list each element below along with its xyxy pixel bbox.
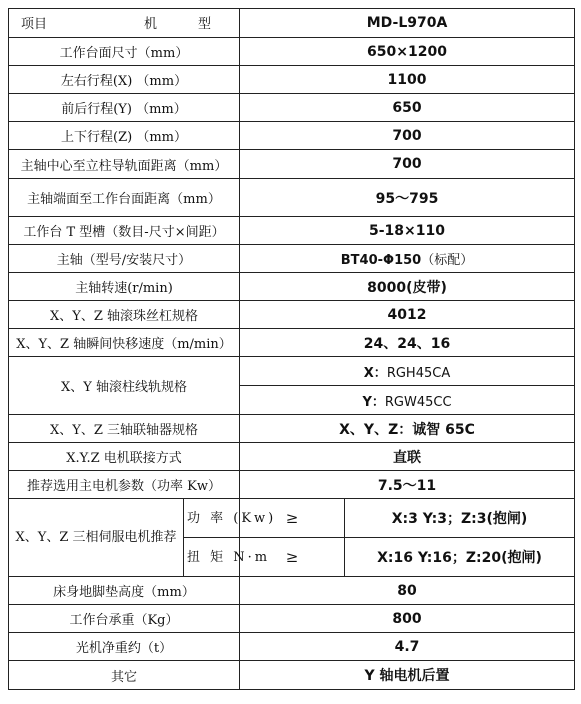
table-row (9, 329, 575, 357)
row-value: 5-18×110 (240, 217, 575, 245)
table-row (9, 179, 575, 217)
table-row (9, 415, 575, 443)
servo-power-value: X:3 Y:3；Z:3(抱闸) (345, 499, 575, 538)
row-value: 800 (240, 605, 575, 633)
servo-power-label: 功 率 (Kw) (184, 499, 240, 538)
table-row (9, 605, 575, 633)
row-value: 24、24、16 (240, 329, 575, 357)
linear-guide-y-prefix: Y： (362, 394, 385, 410)
row-value: 4.7 (240, 633, 575, 661)
row-value: Y 轴电机后置 (240, 661, 575, 690)
row-value: 7.5～11 (240, 471, 575, 499)
table-row (9, 471, 575, 499)
table-row (9, 301, 575, 329)
row-label: 工作台面尺寸（mm） (9, 38, 240, 66)
servo-torque-ge: ≥ (240, 538, 345, 577)
table-row (9, 38, 575, 66)
row-value: 8000(皮带) (240, 273, 575, 301)
row-value (240, 245, 575, 273)
table-row (9, 150, 575, 179)
linear-guide-y (240, 386, 575, 415)
linear-guide-y-value: RGW45CC (384, 394, 452, 410)
row-label: 主轴中心至立柱导轨面距离（mm） (9, 150, 240, 179)
table-row (9, 66, 575, 94)
row-value: 4012 (240, 301, 575, 329)
table-row (9, 245, 575, 273)
table-row (9, 443, 575, 471)
row-value: 1100 (240, 66, 575, 94)
table-row (9, 217, 575, 245)
servo-power-ge: ≥ (240, 499, 345, 538)
table-row (9, 661, 575, 690)
header-model-label: 机 型 (143, 17, 225, 32)
linear-guide-x-prefix: X： (363, 365, 387, 381)
row-value: 650×1200 (240, 38, 575, 66)
row-value: 80 (240, 577, 575, 605)
row-label: 床身地脚垫高度（mm） (9, 577, 240, 605)
row-value: 700 (240, 150, 575, 179)
spindle-note: （标配） (421, 253, 474, 268)
linear-guide-label: X、Y 轴滚柱线轨规格 (9, 357, 240, 415)
table-row (9, 633, 575, 661)
row-label: X、Y、Z 三轴联轴器规格 (9, 415, 240, 443)
servo-torque-value: X:16 Y:16；Z:20(抱闸) (345, 538, 575, 577)
row-label: X.Y.Z 电机联接方式 (9, 443, 240, 471)
table-row (9, 577, 575, 605)
table-row (9, 357, 575, 386)
header-item-cell (9, 9, 240, 38)
table-row (9, 94, 575, 122)
header-model: MD-L970A (240, 9, 575, 38)
row-label: 左右行程(X) （mm） (9, 66, 240, 94)
row-label: 光机净重约（t） (9, 633, 240, 661)
table-row (9, 273, 575, 301)
row-value: 650 (240, 94, 575, 122)
spindle-model: BT40-Φ150 (340, 253, 422, 268)
row-label: 主轴转速(r/min) (9, 273, 240, 301)
row-label: X、Y、Z 轴瞬间快移速度（m/min） (9, 329, 240, 357)
servo-label: X、Y、Z 三相伺服电机推荐 (9, 499, 184, 577)
table-row (9, 122, 575, 150)
row-label: 前后行程(Y) （mm） (9, 94, 240, 122)
header-row (9, 9, 575, 38)
row-value: 直联 (240, 443, 575, 471)
row-label: X、Y、Z 轴滚珠丝杠规格 (9, 301, 240, 329)
linear-guide-x (240, 357, 575, 386)
row-label: 推荐选用主电机参数（功率 Kw） (9, 471, 240, 499)
row-label: 工作台承重（Kg） (9, 605, 240, 633)
row-label: 上下行程(Z) （mm） (9, 122, 240, 150)
row-label: 其它 (9, 661, 240, 690)
table-row (9, 499, 575, 538)
row-label: 工作台 T 型槽（数目-尺寸×间距） (9, 217, 240, 245)
linear-guide-x-value: RGH45CA (386, 365, 451, 381)
row-value: X、Y、Z：诚智 65C (240, 415, 575, 443)
row-value: 95～795 (240, 179, 575, 217)
spec-table (8, 8, 575, 690)
row-label: 主轴（型号/安装尺寸） (9, 245, 240, 273)
row-label: 主轴端面至工作台面距离（mm） (9, 179, 240, 217)
row-value: 700 (240, 122, 575, 150)
header-item: 项目 (21, 17, 48, 32)
servo-torque-label: 扭 矩 N·m (184, 538, 240, 577)
